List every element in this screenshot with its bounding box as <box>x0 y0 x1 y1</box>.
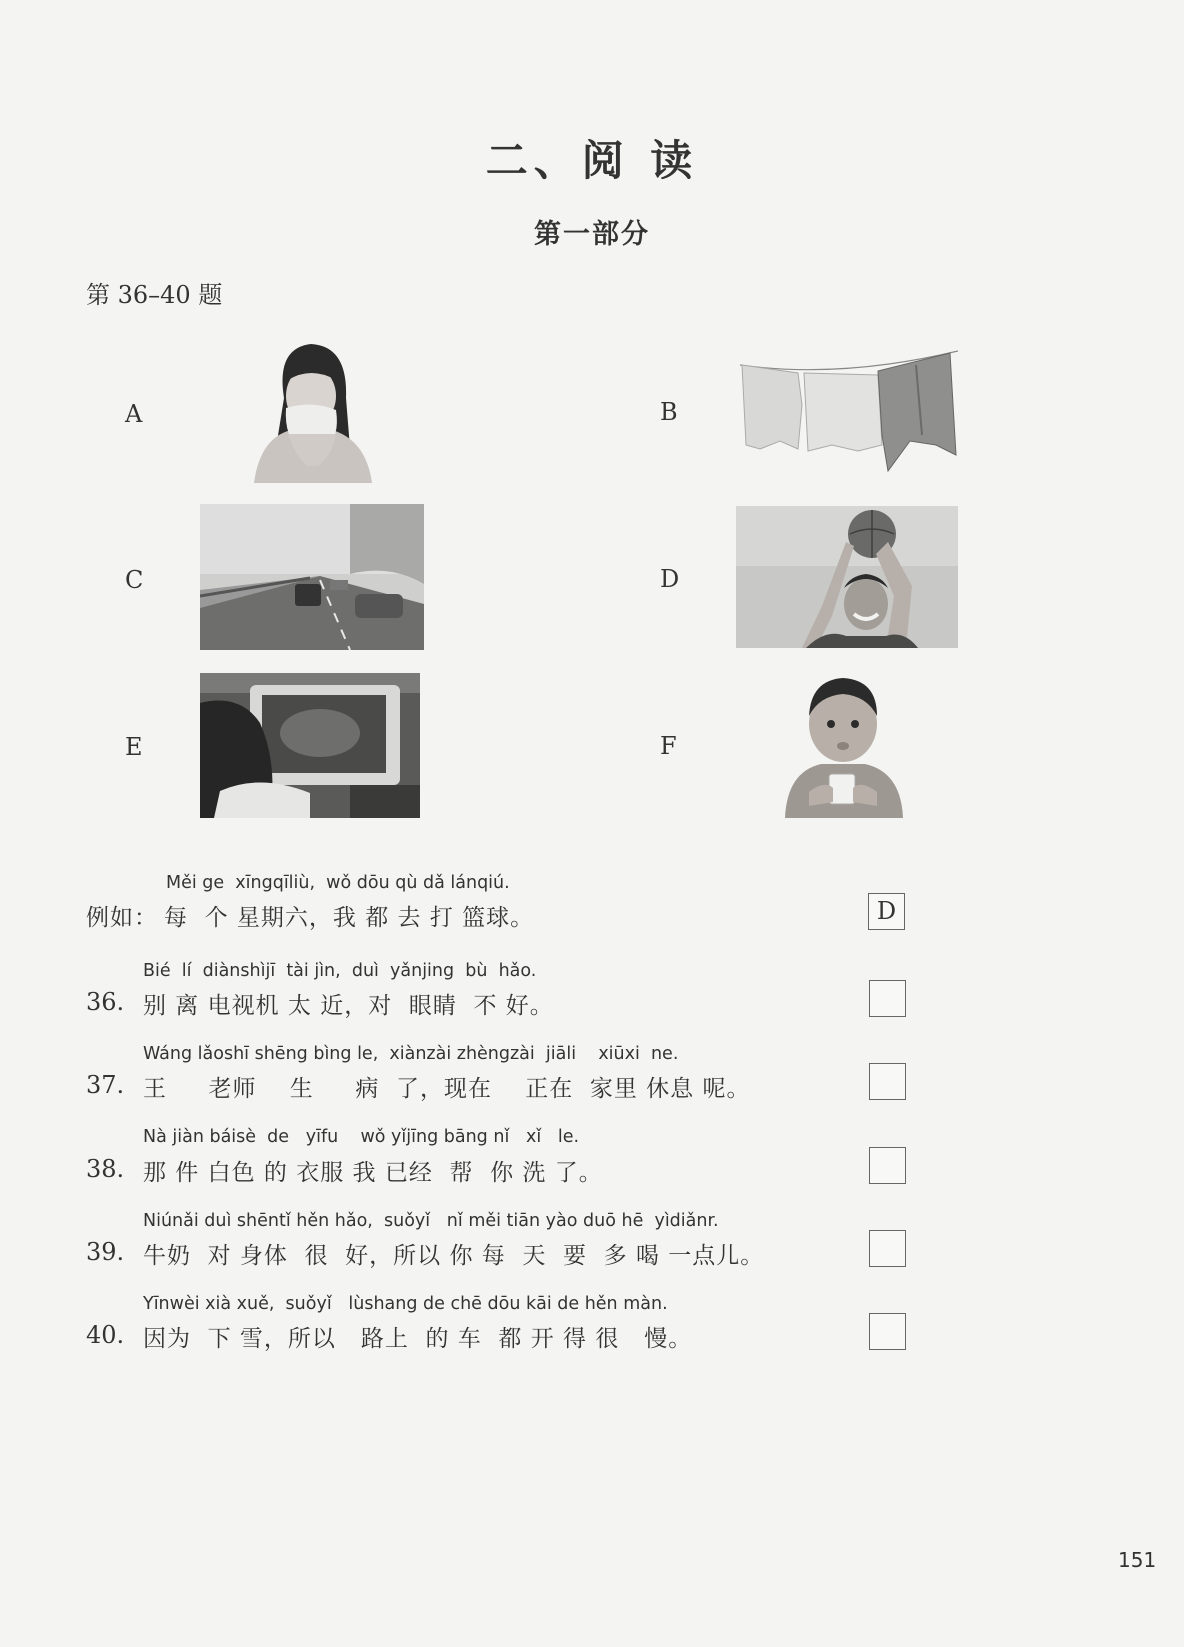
q39-sentence: 牛奶 对 身体 很 好，所以 你 每 天 要 多 喝 一点儿。 <box>143 1243 765 1269</box>
q40-sentence: 因为 下 雪，所以 路上 的 车 都 开 得 很 慢。 <box>143 1326 693 1352</box>
option-letter-c: C <box>125 566 144 594</box>
q40-answer-box[interactable] <box>869 1313 906 1350</box>
q39-pinyin: Niúnǎi duì shēntǐ hěn hǎo, suǒyǐ nǐ měi tiān yào duō hē yìdiǎnr. <box>143 1211 719 1231</box>
photo-clothes-washing-line <box>740 345 958 475</box>
q36-answer-box[interactable] <box>869 980 906 1017</box>
example-pinyin: Měi ge xīngqīliù, wǒ dōu qù dǎ lánqiú. <box>166 873 510 893</box>
q37-answer-box[interactable] <box>869 1063 906 1100</box>
q37-sentence: 王 老师 生 病 了，现在 正在 家里 休息 呢。 <box>143 1076 751 1102</box>
q36-number: 36. <box>86 988 125 1016</box>
example-sentence: 每 个 星期六，我 都 去 打 篮球。 <box>164 905 535 931</box>
q37-pinyin: Wáng lǎoshī shēng bìng le, xiànzài zhèngzài jiāli xiūxi ne. <box>143 1044 679 1064</box>
q38-answer-box[interactable] <box>869 1147 906 1184</box>
photo-man-basketball <box>736 506 958 648</box>
example-prefix: 例如： <box>86 905 158 931</box>
q36-pinyin: Bié lí diànshìjī tài jìn, duì yǎnjing bù hǎo. <box>143 961 537 981</box>
page-title: 二、阅 读 <box>485 136 699 185</box>
photo-boy-with-milk <box>781 676 905 818</box>
photo-child-watching-tv <box>200 673 420 818</box>
q39-number: 39. <box>86 1238 125 1266</box>
q39-answer-box[interactable] <box>869 1230 906 1267</box>
photo-highway-snow <box>200 504 424 650</box>
q40-pinyin: Yīnwèi xià xuě, suǒyǐ lùshang de chē dōu kāi de hěn màn. <box>143 1294 668 1314</box>
option-letter-a: A <box>125 400 143 428</box>
page-number: 151 <box>1118 1548 1157 1572</box>
option-letter-e: E <box>125 733 143 761</box>
q38-number: 38. <box>86 1155 125 1183</box>
option-letter-f: F <box>660 732 677 760</box>
option-letter-d: D <box>660 565 680 593</box>
q36-sentence: 别 离 电视机 太 近，对 眼睛 不 好。 <box>143 993 554 1019</box>
q38-sentence: 那 件 白色 的 衣服 我 已经 帮 你 洗 了。 <box>143 1160 603 1186</box>
q37-number: 37. <box>86 1071 125 1099</box>
option-letter-b: B <box>660 398 678 426</box>
q40-number: 40. <box>86 1321 125 1349</box>
part-title: 第一部分 <box>534 219 650 250</box>
question-range: 第 36–40 题 <box>86 281 223 309</box>
q38-pinyin: Nà jiàn báisè de yīfu wǒ yǐjīng bāng nǐ xǐ le. <box>143 1127 580 1147</box>
example-answer-box: D <box>868 893 905 930</box>
photo-woman-sneezing <box>246 338 376 483</box>
